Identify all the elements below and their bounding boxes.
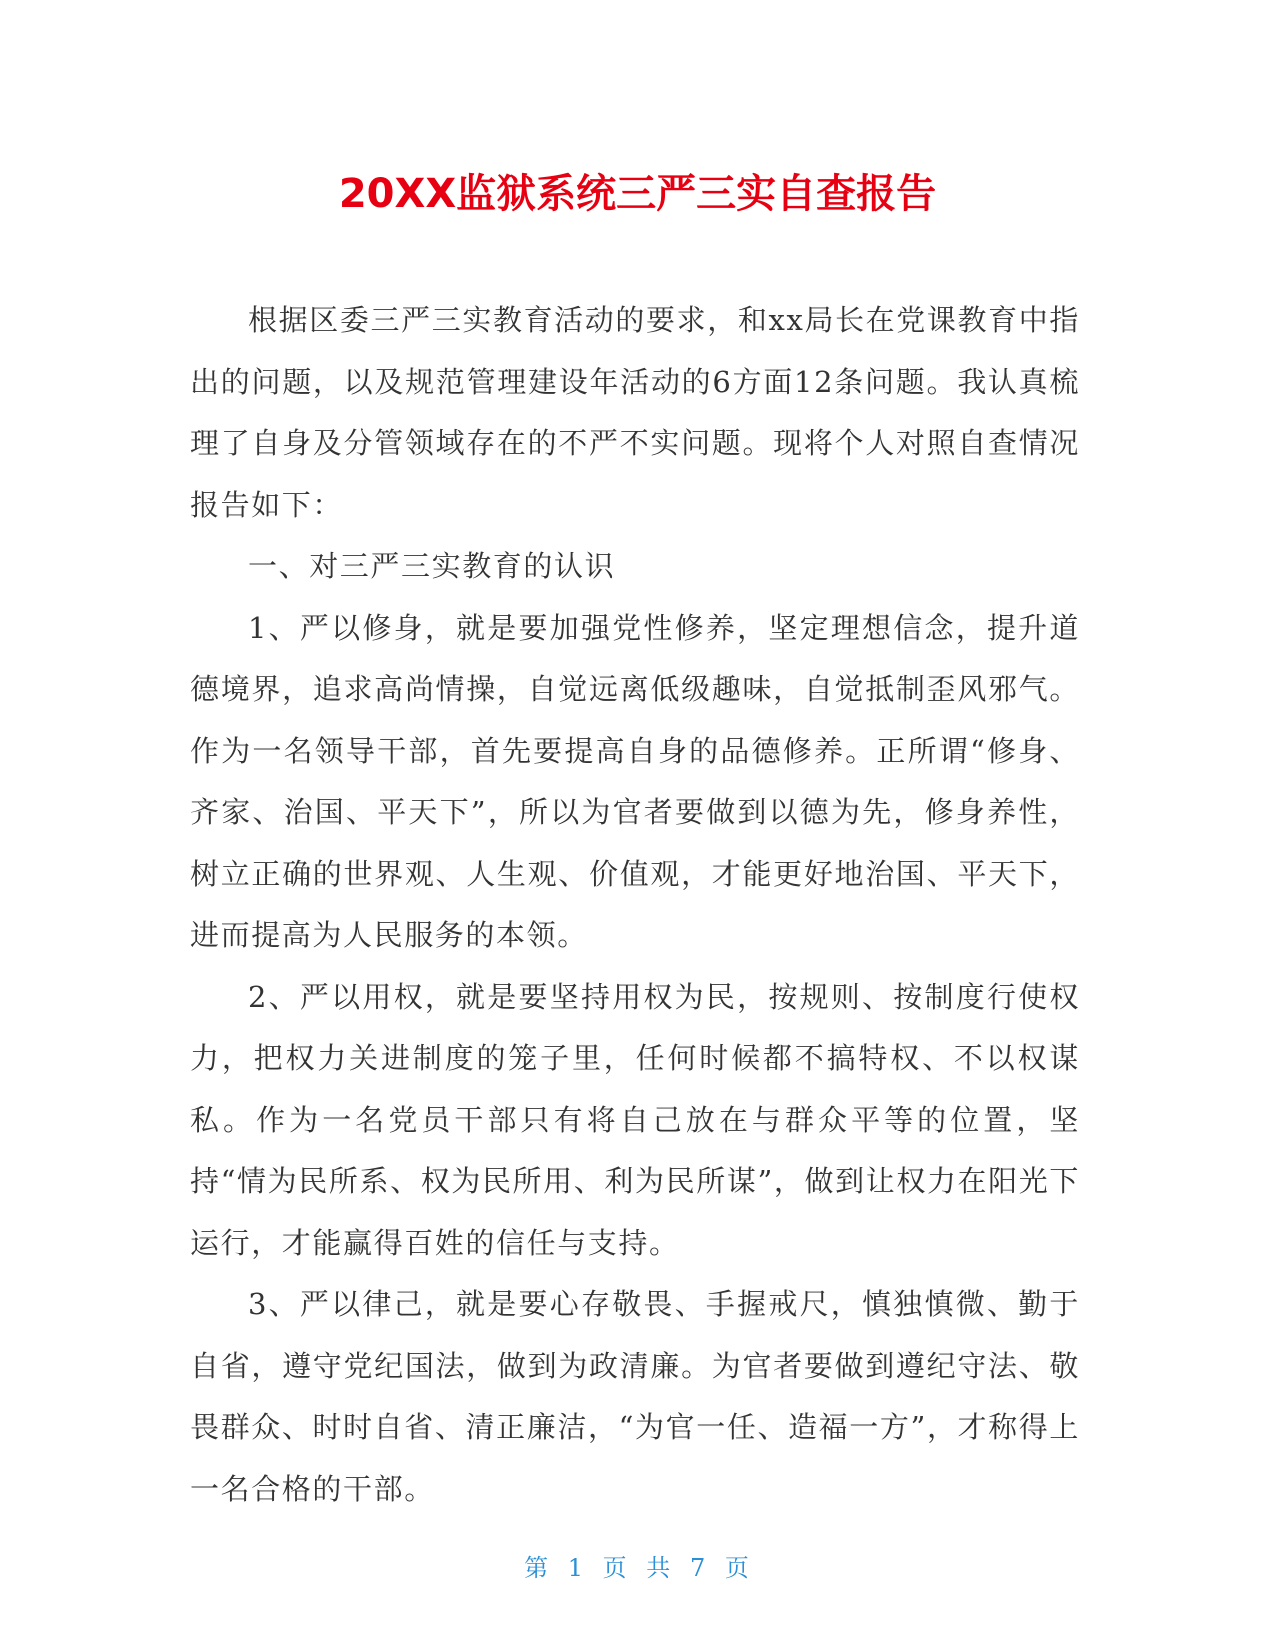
paragraph-item-1: 1、严以修身，就是要加强党性修养，坚定理想信念，提升道德境界，追求高尚情操，自觉远离低级趣味，自觉抵制歪风邪气。作为一名领导干部，首先要提高自身的品德修养。正所谓“修身、齐家、治国、平天下”，所以为官者要做到以德为先，修身养性，树立正确的世界观、人生观、价值观，才能更好地治国、平天下，进而提高为人民服务的本领。 — [190, 610, 1080, 952]
paragraph-item-3: 3、严以律己，就是要心存敬畏、手握戒尺，慎独慎微、勤于自省，遵守党纪国法，做到为政清廉。为官者要做到遵纪守法、敬畏群众、时时自省、清正廉洁，“为官一任、造福一方”，才称得上一名合格的干部。 — [190, 1287, 1080, 1506]
document-body — [190, 290, 1080, 1520]
paragraph-item-2: 2、严以用权，就是要坚持用权为民，按规则、按制度行使权力，把权力关进制度的笼子里，任何时候都不搞特权、不以权谋私。作为一名党员干部只有将自己放在与群众平等的位置，坚持“情为民所系、权为民所用、利为民所谋”，做到让权力在阳光下运行，才能赢得百姓的信任与支持。 — [190, 979, 1080, 1260]
page-footer: 第 1 页 共 7 页 — [524, 1554, 751, 1582]
paragraph-intro: 根据区委三严三实教育活动的要求，和xx局长在党课教育中指出的问题，以及规范管理建设年活动的6方面12条问题。我认真梳理了自身及分管领域存在的不严不实问题。现将个人对照自查情况报告如下： — [190, 303, 1080, 522]
document-title: 20XX监狱系统三严三实自查报告 — [338, 171, 937, 217]
section-heading: 一、对三严三实教育的认识 — [248, 549, 616, 583]
